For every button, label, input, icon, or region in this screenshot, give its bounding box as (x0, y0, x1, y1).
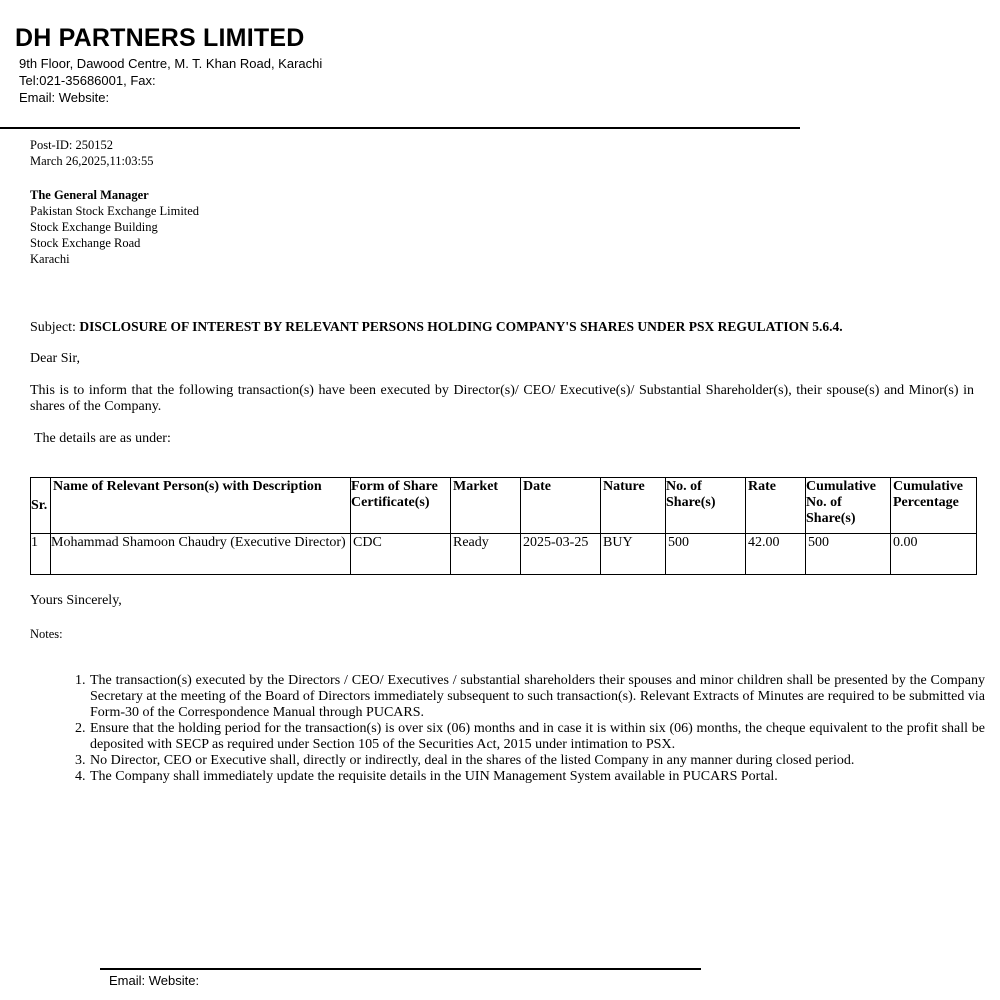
intro-paragraph: This is to inform that the following transaction(s) have been executed by Director(s)/ CEO/ Executive(s)/ Substantial Shareholder(s), their spouse(s) and Minor(s) in shares of the Company. (30, 383, 974, 414)
column-header-date: Date (521, 478, 601, 534)
subject-text: DISCLOSURE OF INTEREST BY RELEVANT PERSONS HOLDING COMPANY'S SHARES UNDER PSX REGULATION 5.6.4. (79, 319, 843, 334)
transactions-table (30, 477, 977, 575)
cell-rate: 42.00 (746, 534, 806, 575)
column-header-shares: No. of Share(s) (666, 478, 746, 534)
company-address: 9th Floor, Dawood Centre, M. T. Khan Road, Karachi (19, 56, 323, 71)
footer-email-website: Email: Website: (109, 973, 200, 988)
column-header-cumulative-percentage: Cumulative Percentage (891, 478, 977, 534)
notes-label: Notes: (30, 627, 63, 641)
cell-shares: 500 (666, 534, 746, 575)
note-item: No Director, CEO or Executive shall, directly or indirectly, deal in the shares of the listed Company in any manner during closed period. (90, 753, 855, 768)
recipient-line: Stock Exchange Road (30, 236, 141, 250)
sign-off: Yours Sincerely, (30, 593, 122, 608)
subject-line (30, 319, 843, 336)
cell-sr: 1 (31, 534, 51, 575)
post-datetime: March 26,2025,11:03:55 (30, 154, 154, 168)
recipient-title: The General Manager (30, 188, 149, 202)
table-row (31, 534, 977, 575)
column-header-form: Form of Share Certificate(s) (351, 478, 451, 534)
cell-market: Ready (451, 534, 521, 575)
note-item: Ensure that the holding period for the transaction(s) is over six (06) months and in case it is within six (06) months, the cheque equivalent to the profit shall be deposited with SECP as required under Section 105 of the Securities Act, 2015 under intimation to PSX. (90, 721, 985, 752)
cell-nature: BUY (601, 534, 666, 575)
salutation: Dear Sir, (30, 351, 80, 366)
cell-form: CDC (351, 534, 451, 575)
column-header-rate: Rate (746, 478, 806, 534)
recipient-line: Pakistan Stock Exchange Limited (30, 204, 200, 218)
details-intro: The details are as under: (34, 431, 171, 446)
footer-divider (100, 968, 701, 970)
cell-date: 2025-03-25 (521, 534, 601, 575)
notes-list (90, 673, 985, 785)
recipient-line: Stock Exchange Building (30, 220, 158, 234)
company-tel-fax: Tel:021-35686001, Fax: (19, 73, 156, 88)
company-email-website: Email: Website: (19, 90, 110, 105)
post-id: Post-ID: 250152 (30, 138, 113, 152)
company-name: DH PARTNERS LIMITED (15, 24, 305, 52)
column-header-cumulative-shares: Cumulative No. of Share(s) (806, 478, 891, 534)
note-item: The transaction(s) executed by the Directors / CEO/ Executives / substantial shareholders their spouses and minor children shall be presented by the Company Secretary at the meeting of the Board of Directors immediately subsequent to such transaction(s). Relevant Extracts of Minutes are required to be submitted via Form-30 of the Correspondence Manual through PUCARS. (90, 673, 985, 720)
column-header-name: Name of Relevant Person(s) with Description (51, 478, 351, 534)
table-header-row (31, 478, 977, 534)
header-divider (0, 127, 800, 129)
cell-name: Mohammad Shamoon Chaudry (Executive Director) (51, 534, 351, 575)
cell-cumulative-shares: 500 (806, 534, 891, 575)
column-header-sr: Sr. (31, 478, 51, 534)
column-header-nature: Nature (601, 478, 666, 534)
recipient-line: Karachi (30, 252, 70, 266)
column-header-market: Market (451, 478, 521, 534)
subject-label: Subject: (30, 320, 76, 335)
note-item: The Company shall immediately update the requisite details in the UIN Management System available in PUCARS Portal. (90, 769, 778, 784)
cell-cumulative-percentage: 0.00 (891, 534, 977, 575)
